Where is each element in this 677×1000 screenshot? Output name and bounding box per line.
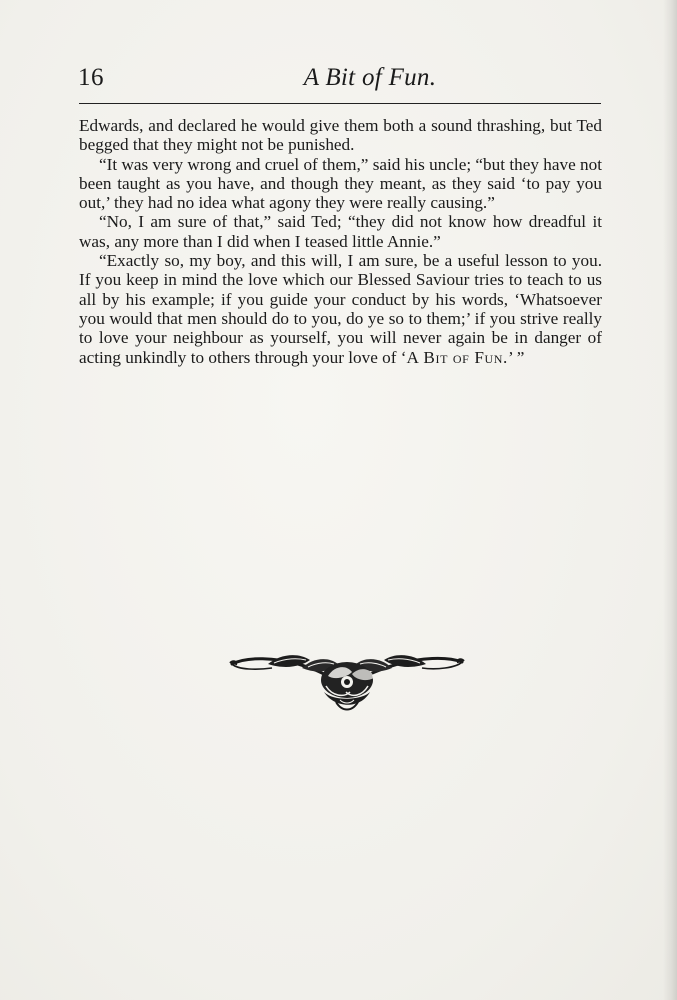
paragraph-4 xyxy=(79,251,602,367)
body-text xyxy=(79,116,602,367)
paragraph-1: Edwards, and declared he would give them both a sound thrashing, but Ted begged that they might not be punished. xyxy=(79,116,602,155)
paragraph-3: “No, I am sure of that,” said Ted; “they did not know how dreadful it was, any more than I did when I teased little Annie.” xyxy=(79,212,602,251)
page-number: 16 xyxy=(78,64,104,91)
paragraph-4-book-title: A Bit of Fun. xyxy=(406,347,508,367)
floral-tailpiece-icon xyxy=(228,650,466,716)
header-rule xyxy=(79,103,601,104)
book-title: A Bit of Fun. xyxy=(303,64,437,91)
paragraph-4-text: “Exactly so, my boy, and this will, I am sure, be a useful lesson to you. If you keep in mind the love which our Blessed Saviour tries to teach to us all by his example; if you guide your conduct by his words, ‘Whatsoever you would that men should do to you, do ye so to them;’ if you strive really to love your neighbour as yourself, you will never again be in danger of acting unkindly to others through your love of ‘ xyxy=(79,251,602,367)
page-edge-shadow xyxy=(663,0,677,1000)
paragraph-4-closing-quote: ’ ” xyxy=(507,347,525,367)
paragraph-2: “It was very wrong and cruel of them,” said his uncle; “but they have not been taught as you have, and though they meant, as they said ‘to pay you out,’ they had no idea what agony they were really causing.” xyxy=(79,154,602,213)
running-head xyxy=(78,62,602,98)
